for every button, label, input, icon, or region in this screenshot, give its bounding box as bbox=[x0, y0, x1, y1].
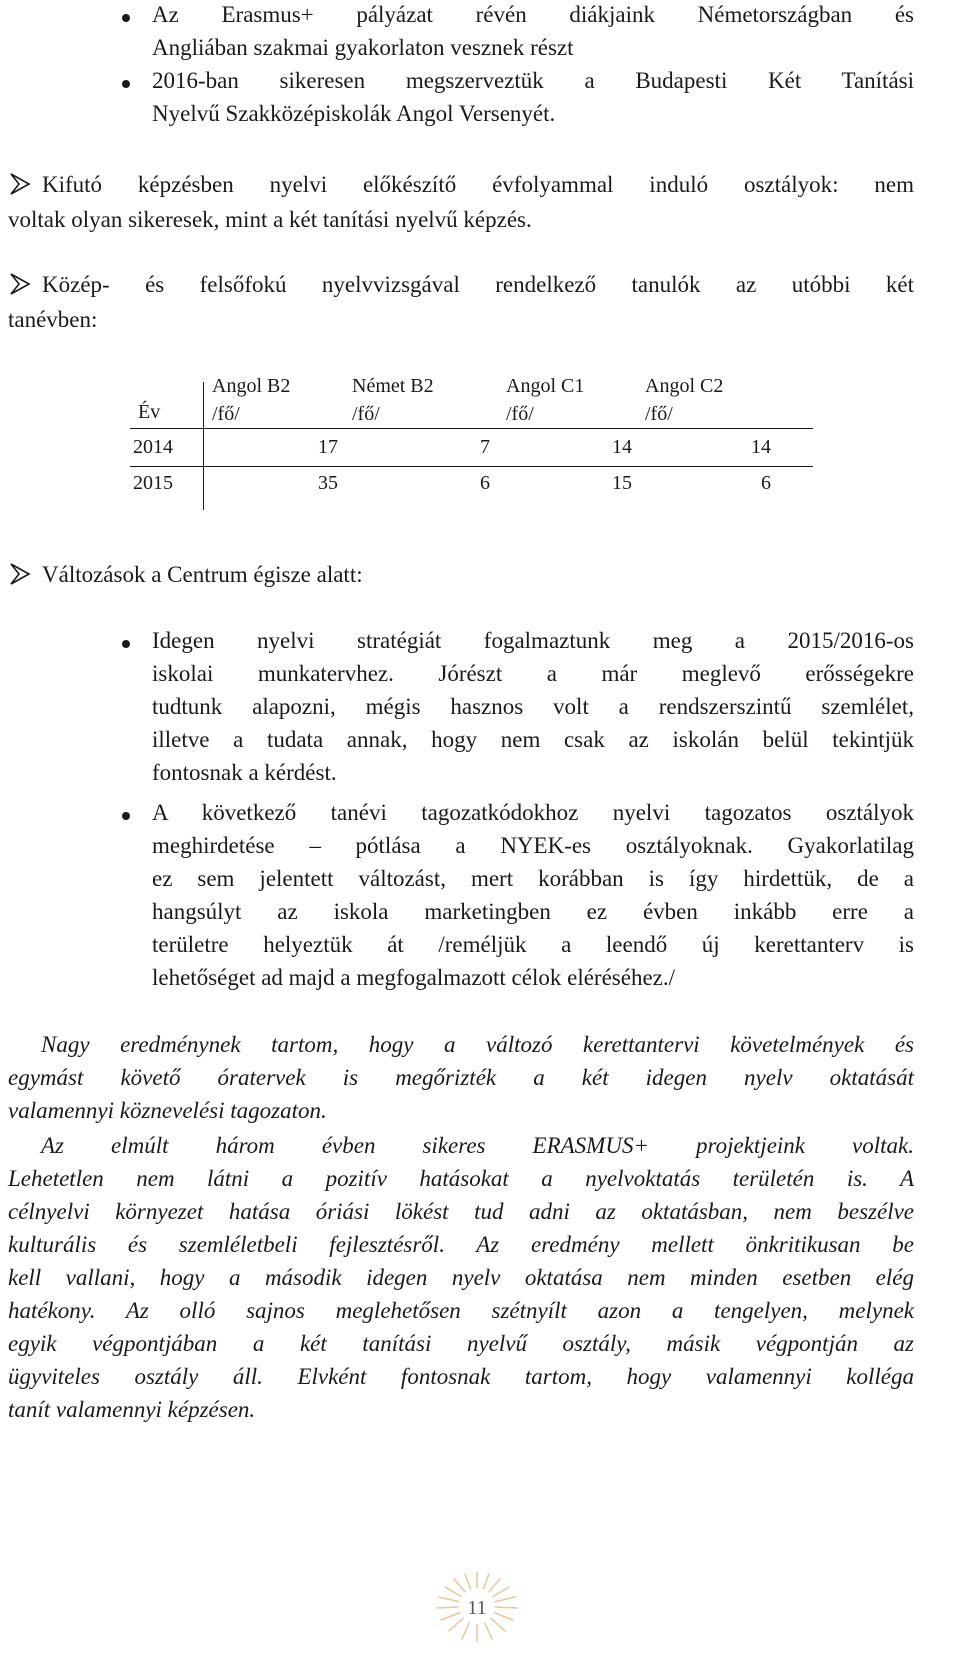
arrowhead-bullet-icon bbox=[8, 272, 32, 296]
bullet-item-line: Az Erasmus+ pályázat révén diákjaink Németországban és bbox=[152, 2, 914, 27]
table-cell-value: 35 bbox=[318, 472, 338, 494]
arrowhead-bullet-icon bbox=[8, 172, 32, 196]
arrow-item-line: tanévben: bbox=[8, 307, 98, 332]
arrowhead-bullet-icon bbox=[8, 562, 32, 586]
changes-bullet-1: Idegen nyelvi stratégiát fogalmaztunk meg a 2015/2016-os iskolai munkatervhez. Jórészt a már meglevő erősségekre tudtunk alapozni, mégis hasznos volt a rendszerszintű szemlélet, illetve a tudata annak, hogy nem csak az iskolán belül tekintjük fontosnak a kérdést. bbox=[152, 628, 914, 785]
table-cell-year: 2015 bbox=[133, 472, 173, 494]
changes-heading: Változások a Centrum égisze alatt: bbox=[42, 562, 363, 587]
arrow-item-line: voltak olyan sikeresek, mint a két tanítási nyelvű képzés. bbox=[8, 207, 532, 232]
table-header-angol-c2: Angol C2 /fő/ bbox=[645, 375, 724, 425]
conclusion-paragraph-2: Az elmúlt három évben sikeres ERASMUS+ projektjeink voltak. Lehetetlen nem látni a pozitív hatásokat a nyelvoktatás területén is. A célnyelvi környezet hatása óriási lökést tud adni az oktatásban, nem beszélve kulturális és szemléletbeli fejlesztésről. Az eredmény mellett önkritikusan be kell vallani, hogy a második idegen nyelv oktatása nem minden esetben elég hatékony. Az olló sajnos meglehetősen szétnyílt azon a tengelyen, melynek egyik végpontjában a két tanítási nyelvű osztály, másik végpontján az ügyviteles osztály áll. Elvként fontosnak tartom, hogy valamennyi kolléga tanít valamennyi képzésen. bbox=[8, 1133, 914, 1422]
table-rule bbox=[130, 466, 813, 467]
bullet-item-line: Nyelvű Szakközépiskolák Angol Versenyét. bbox=[152, 101, 556, 126]
bullet-item-line: 2016-ban sikeresen megszerveztük a Budapesti Két Tanítási bbox=[152, 68, 914, 93]
bullet-dot-icon bbox=[122, 80, 130, 88]
bullet-dot-icon bbox=[122, 14, 130, 22]
conclusion-paragraph-1: Nagy eredménynek tartom, hogy a változó kerettantervi követelmények és egymást követő óratervek is megőrizték a két idegen nyelv oktatását valamennyi köznevelési tagozaton. bbox=[8, 1032, 914, 1123]
table-header-year: Év bbox=[138, 401, 161, 423]
bullet-dot-icon bbox=[122, 812, 130, 820]
bullet-item-line: Angliában szakmai gyakorlaton vesznek részt bbox=[152, 35, 574, 60]
table-header-angol-c1: Angol C1 /fő/ bbox=[506, 375, 585, 425]
table-header-angol-b2: Angol B2 /fő/ bbox=[212, 375, 291, 425]
changes-bullet-2: A következő tanévi tagozatkódokhoz nyelvi tagozatos osztályok meghirdetése – pótlása a NYEK-es osztályoknak. Gyakorlatilag ez sem jelentett változást, mert korábban is így hirdettük, de a hangsúlyt az iskola marketingben ez évben inkább erre a területre helyeztük át /reméljük a leendő új kerettanterv is lehetőséget ad majd a megfogalmazott célok eléréséhez./ bbox=[152, 800, 914, 990]
table-cell-value: 15 bbox=[612, 472, 632, 494]
arrow-item-line: Kifutó képzésben nyelvi előkészítő évfolyammal induló osztályok: nem bbox=[42, 172, 914, 197]
table-rule bbox=[203, 382, 204, 510]
table-cell-value: 14 bbox=[751, 436, 771, 458]
table-rule bbox=[130, 428, 813, 429]
language-exam-table bbox=[130, 375, 813, 510]
table-cell-value: 6 bbox=[761, 472, 771, 494]
table-cell-value: 6 bbox=[480, 472, 490, 494]
page-number: 11 bbox=[467, 1597, 487, 1619]
table-cell-year: 2014 bbox=[133, 436, 173, 458]
page-number-badge bbox=[427, 1570, 527, 1642]
arrow-item-line: Közép- és felsőfokú nyelvvizsgával rendelkező tanulók az utóbbi két bbox=[42, 272, 914, 297]
table-cell-value: 7 bbox=[480, 436, 490, 458]
bullet-dot-icon bbox=[122, 640, 130, 648]
table-header-nemet-b2: Német B2 /fő/ bbox=[352, 375, 434, 425]
table-cell-value: 14 bbox=[612, 436, 632, 458]
table-cell-value: 17 bbox=[318, 436, 338, 458]
